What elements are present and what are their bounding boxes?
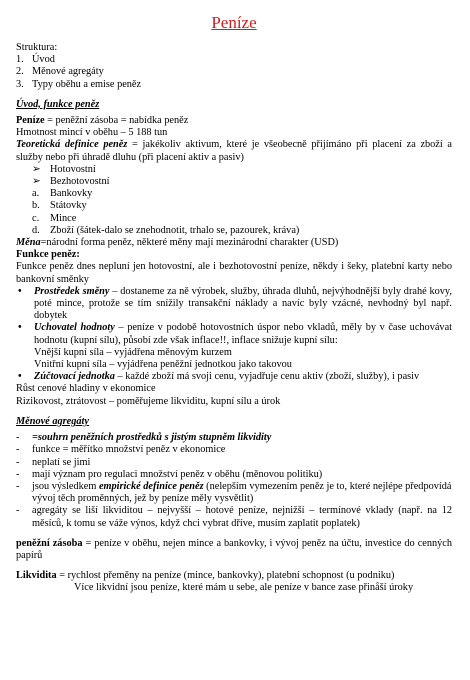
- list-item-text: funkce = měřítko množství peněz v ekonomice: [32, 444, 226, 456]
- functions-after-line: Rizikovost, ztrátovost – poměřujeme likviditu, kupní sílu a úrok: [16, 395, 281, 407]
- section-heading-functions: Funkce peněz:: [16, 249, 80, 261]
- list-item: [16, 225, 452, 237]
- mena-text: =národní forma peněz, některé měny mají mezinárodní charakter (USD): [40, 237, 339, 249]
- zasoba-text: = peníze v oběhu, nejen mince a bankovky, i vývoj peněz na účtu, investice do cenných papírů: [16, 537, 452, 561]
- structure-item: [16, 79, 452, 91]
- bullet-icon: •: [18, 371, 22, 383]
- list-item-text: – peníze v podobě hotovostních úspor nebo vkladů, měly by v čase uchovávat hodnotu (kupní sílu), působí zde však inflace!!, inflace snižuje kupní sílu:: [34, 322, 452, 346]
- list-item-text-part: jsou výsledkem: [32, 480, 99, 492]
- dash-bullet: -: [16, 444, 20, 456]
- list-number: 3.: [16, 78, 24, 90]
- list-item: [16, 457, 452, 469]
- definition-text: = jakékoliv aktivum, které je všeobecně přijímáno při placení za zboží a služby nebo při úhradě dluhu (při placení aktiv a pasiv): [16, 139, 452, 163]
- term-empirical-definition: empirické definice peněz: [98, 480, 204, 492]
- term-penize: Peníze: [16, 115, 45, 127]
- list-item: [16, 286, 452, 323]
- likvidita-paragraph: [16, 570, 452, 582]
- list-item-text: Bezhotovostní: [50, 176, 110, 188]
- intro-line-mass: Hmotnost mincí v oběhu – 5 188 tun: [16, 127, 168, 139]
- list-item-text: agregáty se liší likviditou – nejvyšší – hotové peníze, nejnižší – termínové vklady (např. na 12 měsíců, k tomu se váže výnos, když chci vybrat dříve, musím zaplatit poplatek): [32, 505, 452, 529]
- term-likvidita: Likvidita: [16, 570, 57, 582]
- list-item: [16, 481, 452, 505]
- arrow-bullet-icon: ➢: [32, 163, 41, 175]
- functions-after-line: Růst cenové hladiny v ekonomice: [16, 383, 156, 395]
- dash-bullet: -: [16, 456, 20, 468]
- list-item-text: Zboží (šátek-dalo se znehodnotit, trhalo se, pazourek, kráva): [50, 224, 300, 236]
- sub-line: Vnější kupní síla – vyjádřena měnovým kurzem: [34, 346, 232, 358]
- list-item: [16, 505, 452, 529]
- list-item-text: – každé zboží má svoji cenu, vyjadřuje cenu aktiv (zboží, služby), i pasiv: [114, 371, 420, 383]
- list-item-text-part: (nelepším vymezením peněz je to, které nejlépe předpovídá vývoj těch proměnných, jež by peníze měly vysvětlit): [32, 480, 452, 505]
- structure-item-text: Úvod: [32, 54, 55, 66]
- term-unit-of-account: Zúčtovací jednotka: [34, 371, 115, 383]
- list-item: [16, 213, 452, 225]
- term-mena: Měna: [16, 237, 41, 249]
- term-store-of-value: Uchovatel hodnoty: [34, 322, 115, 334]
- section-heading-intro: Úvod, funkce peněz: [16, 98, 100, 110]
- list-item-text: Bankovky: [50, 188, 93, 200]
- list-item-text: =souhrn peněžních prostředků s jistým stupněm likvidity: [32, 432, 272, 444]
- structure-item-text: Typy oběhu a emise peněz: [32, 78, 142, 90]
- sub-line: Vnitřní kupní síla – vyjádřena peněžní jednotkou jako takovou: [34, 359, 292, 371]
- list-number: 1.: [16, 54, 24, 66]
- bullet-icon: •: [18, 322, 22, 334]
- term-theoretical-definition: Teoretická definice peněz: [16, 139, 128, 151]
- structure-item: [16, 66, 452, 78]
- section-heading-aggregates: Měnové agregáty: [16, 415, 89, 427]
- list-letter: a.: [32, 188, 40, 200]
- list-item: [16, 432, 452, 444]
- functions-lead: Funkce peněz dnes nepluní jen hotovostní, ale i bezhotovostní peníze, někdy i šeky, platební karty nebo bankovní směnky: [16, 261, 452, 285]
- likvidita-text: = rychlost přeměny na peníze (mince, bankovky), platební schopnost (u podniku): [56, 570, 395, 582]
- term-penezni-zasoba: peněžní zásoba: [16, 537, 83, 549]
- list-item: [16, 200, 452, 212]
- bullet-icon: •: [18, 285, 22, 297]
- dash-bullet: -: [16, 480, 20, 492]
- list-item-text: Hotovostní: [50, 163, 96, 175]
- list-item-text: [32, 481, 452, 505]
- term-medium-of-exchange: Prostředek směny: [34, 285, 110, 297]
- list-item: [16, 469, 452, 481]
- dash-bullet: -: [16, 432, 20, 444]
- function-medium-of-exchange: [34, 286, 452, 323]
- list-item: [16, 188, 452, 200]
- list-item-text: mají význam pro regulaci množství peněz v oběhu (měnovou politiku): [32, 468, 323, 480]
- dash-bullet: -: [16, 505, 20, 517]
- list-letter: d.: [32, 224, 40, 236]
- intro-line-definition: [16, 139, 452, 163]
- list-item-text: Mince: [50, 212, 77, 224]
- zasoba-paragraph: [16, 538, 452, 562]
- mena-line: [16, 237, 452, 249]
- list-item: [16, 444, 452, 456]
- function-store-of-value: [34, 322, 452, 346]
- likvidita-line-2: Více likvidní jsou peníze, které mám u sebe, ale peníze v bance zase přinåší úroky: [74, 582, 414, 594]
- intro-line-penize: [16, 115, 452, 127]
- list-item: [16, 164, 452, 176]
- list-item-text: neplatí se jimi: [32, 456, 91, 468]
- structure-item-text: Měnové agregáty: [32, 66, 104, 78]
- list-letter: b.: [32, 200, 40, 212]
- structure-heading: Struktura:: [16, 42, 58, 53]
- structure-item: [16, 54, 452, 66]
- list-item: [16, 322, 452, 346]
- list-letter: c.: [32, 212, 40, 224]
- arrow-bullet-icon: ➢: [32, 176, 41, 188]
- page-title: Peníze: [211, 13, 257, 32]
- list-item-text: Státovky: [50, 200, 87, 212]
- function-unit-of-account: [34, 371, 452, 383]
- intro-line-penize-text: = peněžní zásoba = nabídka peněz: [44, 115, 189, 127]
- list-item-text: – dostaneme za ně výrobek, služby, úhrada dluhů, nejvýhodnější byly drahé kovy, poté mince, protože se tím snížily transakční náklady a navíc byly vzácné, nevhodný byl např. dobytek: [34, 285, 452, 322]
- list-item: [16, 371, 452, 383]
- list-item: [16, 176, 452, 188]
- list-number: 2.: [16, 66, 24, 78]
- dash-bullet: -: [16, 468, 20, 480]
